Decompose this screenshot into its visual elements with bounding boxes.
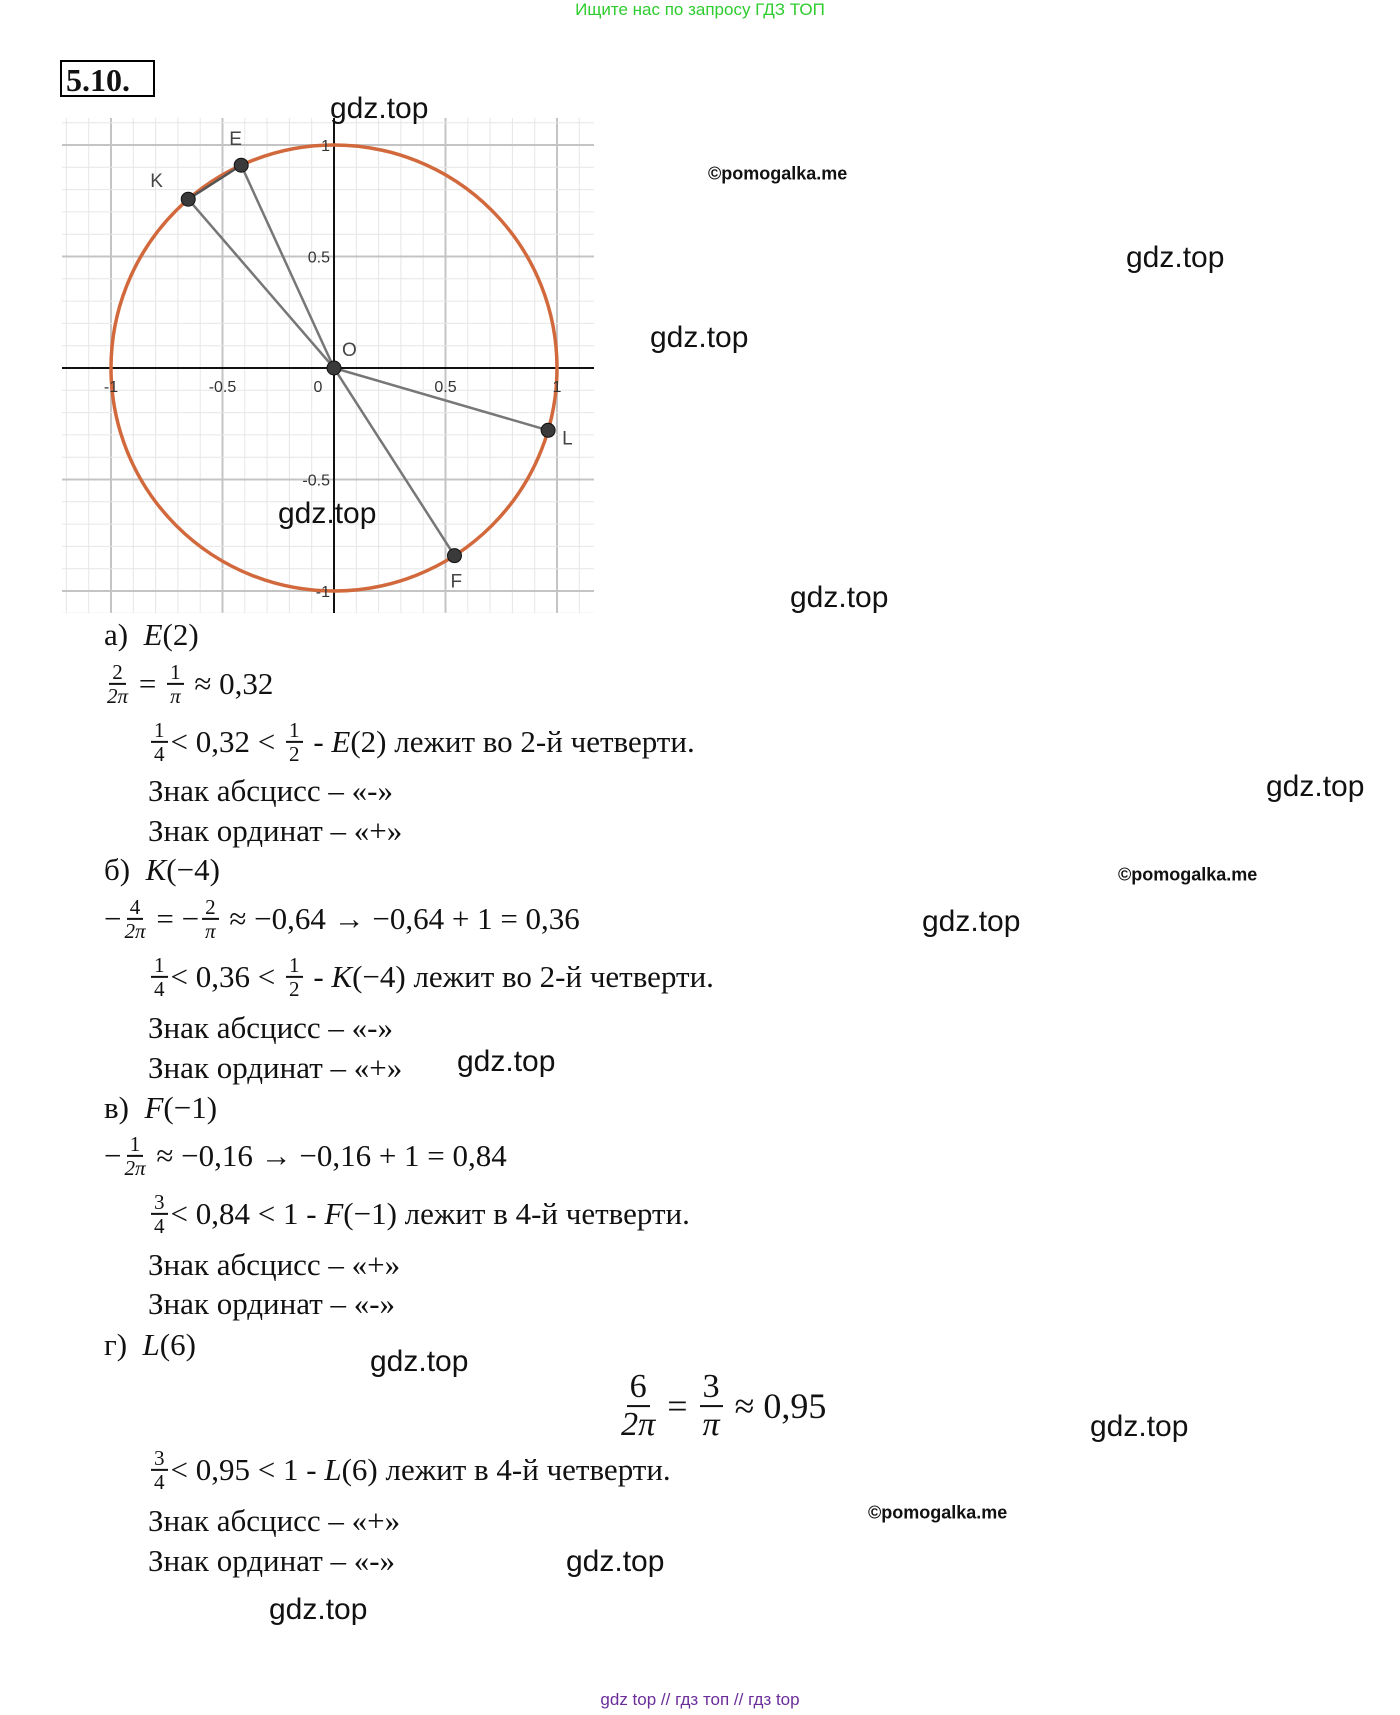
text-segment: L — [324, 1452, 342, 1487]
text-segment: F — [324, 1196, 344, 1231]
text-segment: Знак ординат – «-» — [148, 1286, 396, 1321]
watermark-pomogalka: ©pomogalka.me — [708, 163, 848, 184]
watermark-gdz: gdz.top — [922, 905, 1021, 938]
text-segment: в) — [104, 1090, 145, 1125]
text-segment: Знак абсцисс – «+» — [148, 1247, 401, 1282]
fraction — [151, 954, 168, 1000]
text-segment: = − — [148, 901, 200, 936]
fraction — [286, 719, 303, 765]
text-segment: E — [331, 724, 351, 759]
numerator: 1 — [286, 954, 303, 978]
fraction — [286, 954, 303, 1000]
numerator: 3 — [700, 1369, 723, 1407]
text-segment: L — [142, 1327, 160, 1362]
sign-line — [148, 773, 393, 809]
denominator: 2π — [107, 684, 129, 708]
problem-number: 5.10. — [60, 60, 155, 97]
sign-line — [148, 1010, 393, 1046]
fraction — [107, 661, 128, 707]
text-segment: ≈ 0,32 — [186, 666, 274, 701]
text-segment: < 0,84 < 1 - — [170, 1196, 325, 1231]
text-segment: ≈ −0,64 → −0,64 + 1 = 0,36 — [221, 901, 580, 936]
solution-heading — [104, 852, 220, 888]
fraction — [124, 896, 145, 942]
point-O — [327, 361, 341, 375]
text-segment: (6) — [159, 1327, 196, 1362]
text-segment: (2) — [162, 617, 199, 652]
point-label-E: E — [229, 129, 242, 151]
sign-line — [148, 1503, 400, 1539]
x-tick-label: 0.5 — [434, 379, 457, 396]
text-segment: (6) лежит в 4-й четверти. — [341, 1452, 671, 1487]
text-segment: Знак ординат – «+» — [148, 813, 403, 848]
numerator: 2 — [109, 661, 126, 685]
sign-line — [148, 1286, 395, 1322]
denominator: 4 — [154, 1470, 165, 1494]
text-segment: − — [104, 901, 122, 936]
text-segment: = — [658, 1386, 697, 1426]
y-tick-label: -0.5 — [302, 472, 330, 490]
fraction — [151, 1447, 168, 1493]
denominator: 4 — [154, 977, 165, 1001]
quarter-line — [148, 1447, 671, 1493]
text-segment: (−1) — [163, 1090, 218, 1125]
quarter-line — [148, 1191, 690, 1237]
fraction — [124, 1133, 145, 1179]
sign-line — [148, 1247, 400, 1283]
calculation-line — [104, 896, 580, 942]
text-segment: < 0,36 < — [170, 959, 284, 994]
x-tick-label: 1 — [552, 379, 562, 396]
text-segment: < 0,32 < — [170, 724, 284, 759]
x-tick-label: -1 — [103, 379, 119, 396]
radius-segment-E — [241, 165, 334, 368]
x-tick-label: -0.5 — [208, 379, 237, 396]
chord-KE — [188, 165, 241, 199]
fraction — [151, 719, 168, 765]
watermark-gdz: gdz.top — [1266, 770, 1365, 803]
point-label-L: L — [562, 428, 573, 450]
sign-line — [148, 1050, 402, 1086]
numerator: 1 — [127, 1133, 144, 1157]
numerator: 3 — [151, 1447, 168, 1471]
watermark-gdz: gdz.top — [1126, 241, 1225, 274]
text-segment: (−1) лежит в 4-й четверти. — [343, 1196, 690, 1231]
text-segment: F — [144, 1090, 164, 1125]
numerator: 6 — [627, 1369, 650, 1407]
text-segment: (−4) лежит во 2-й четверти. — [352, 959, 714, 994]
point-F — [447, 549, 461, 563]
text-segment: K — [145, 852, 167, 887]
text-segment: г) — [104, 1327, 143, 1362]
watermark-pomogalka: ©pomogalka.me — [1118, 864, 1258, 885]
calculation-line — [104, 661, 273, 707]
text-segment: ≈ 0,95 — [725, 1386, 827, 1426]
text-segment: = — [131, 666, 165, 701]
denominator: 2π — [124, 919, 146, 943]
text-segment: (2) лежит во 2-й четверти. — [350, 724, 695, 759]
quarter-line — [148, 954, 714, 1000]
point-L — [541, 423, 555, 437]
numerator: 1 — [167, 661, 184, 685]
numerator: 1 — [151, 719, 168, 743]
text-segment: E — [143, 617, 163, 652]
denominator: π — [170, 684, 181, 708]
fraction — [151, 1191, 168, 1237]
text-segment: - — [305, 724, 332, 759]
text-segment: Знак абсцисс – «-» — [148, 1010, 394, 1045]
text-segment: - — [305, 959, 332, 994]
y-tick-label: 0.5 — [307, 249, 330, 267]
point-label-F: F — [450, 571, 463, 593]
text-segment: ≈ −0,16 → −0,16 + 1 = 0,84 — [148, 1138, 507, 1173]
text-segment: − — [104, 1138, 122, 1173]
radius-segment-L — [334, 368, 548, 430]
numerator: 3 — [151, 1191, 168, 1215]
fraction — [621, 1369, 655, 1443]
watermark-gdz: gdz.top — [457, 1045, 556, 1078]
point-E — [234, 158, 248, 172]
fraction — [202, 896, 219, 942]
footer-links[interactable]: gdz top // гдз топ // гдз top — [600, 1690, 800, 1709]
denominator: 4 — [154, 742, 165, 766]
text-segment: (−4) — [166, 852, 220, 887]
text-segment: б) — [104, 852, 146, 887]
watermark-gdz: gdz.top — [370, 1345, 469, 1378]
numerator: 1 — [151, 954, 168, 978]
y-tick-label: -1 — [315, 584, 330, 601]
watermark-gdz: gdz.top — [790, 581, 889, 614]
watermark-gdz: gdz.top — [269, 1593, 368, 1626]
sign-line — [148, 1543, 395, 1579]
numerator: 4 — [127, 896, 144, 920]
watermark-pomogalka: ©pomogalka.me — [868, 1502, 1008, 1523]
solution-heading — [104, 1090, 217, 1126]
point-label-O: O — [342, 340, 357, 361]
point-K — [181, 192, 195, 206]
denominator: 2π — [124, 1156, 146, 1180]
text-segment: < 0,95 < 1 - — [170, 1452, 325, 1487]
search-hint-link[interactable]: Ищите нас по запросу ГДЗ ТОП — [575, 0, 825, 19]
x-tick-label: 0 — [313, 379, 323, 396]
numerator: 2 — [202, 896, 219, 920]
denominator: 4 — [154, 1214, 165, 1238]
calculation-line — [104, 1133, 507, 1179]
sign-line — [148, 813, 402, 849]
fraction — [167, 661, 184, 707]
watermark-gdz: gdz.top — [278, 497, 377, 530]
denominator: π — [702, 1406, 720, 1443]
unit-circle-diagram — [62, 118, 594, 613]
text-segment: K — [331, 959, 353, 994]
watermark-gdz: gdz.top — [566, 1545, 665, 1578]
denominator: 2 — [289, 742, 300, 766]
watermark-gdz: gdz.top — [650, 321, 749, 354]
denominator: π — [205, 919, 216, 943]
solution-heading — [104, 1327, 196, 1363]
denominator: 2 — [289, 977, 300, 1001]
text-segment: Знак ординат – «-» — [148, 1543, 396, 1578]
numerator: 1 — [286, 719, 303, 743]
text-segment: Знак абсцисс – «+» — [148, 1503, 401, 1538]
y-tick-label: 1 — [321, 138, 330, 155]
watermark-gdz: gdz.top — [330, 92, 429, 125]
point-label-K: K — [150, 171, 163, 193]
denominator: 2π — [621, 1406, 656, 1443]
quarter-line — [148, 719, 695, 765]
text-segment: Знак абсцисс – «-» — [148, 773, 394, 808]
fraction — [700, 1369, 723, 1443]
watermark-gdz: gdz.top — [1090, 1410, 1189, 1443]
solution-heading — [104, 617, 199, 653]
text-segment: а) — [104, 617, 144, 652]
calculation-line — [618, 1369, 826, 1443]
text-segment: Знак ординат – «+» — [148, 1050, 403, 1085]
